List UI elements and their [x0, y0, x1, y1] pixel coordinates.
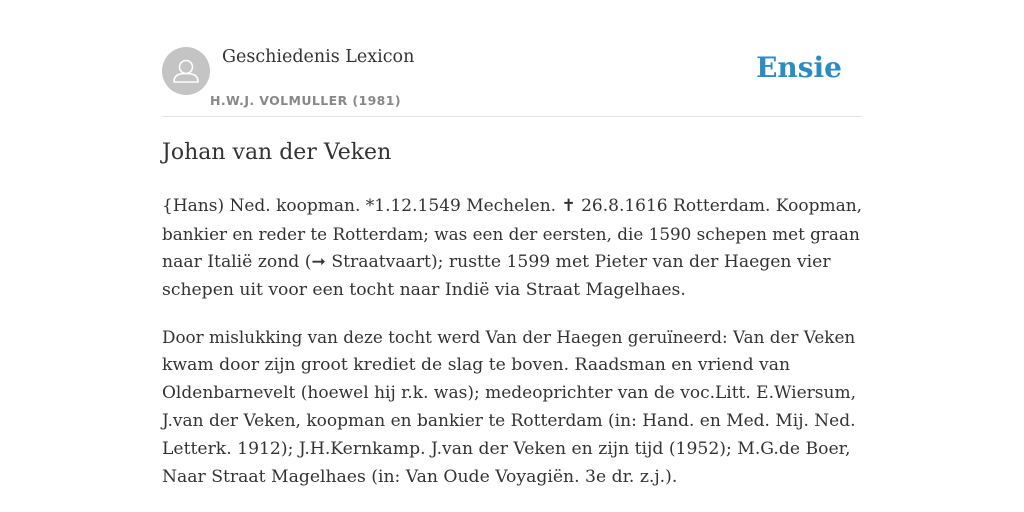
text-line: {Hans) Ned. koopman. *1.12.1549 Mechelen. ✝ 26.8.1616 Rotterdam. Koopman,	[162, 196, 863, 216]
text-line: Naar Straat Magelhaes (in: Van Oude Voyagiën. 3e dr. z.j.).	[162, 467, 678, 487]
text-line: bankier en reder te Rotterdam; was een der eersten, die 1590 schepen met graan	[162, 224, 860, 244]
paragraph	[162, 323, 862, 491]
paragraph	[162, 192, 862, 304]
site-logo[interactable]: Ensie	[756, 51, 842, 84]
text-line: kwam door zijn groot krediet de slag te boven. Raadsman en vriend van	[162, 355, 791, 375]
text-line: Oldenbarnevelt (hoewel hij r.k. was); medeoprichter van de voc.Litt. E.Wiersum,	[162, 383, 856, 403]
text-line: naar Italië zond (➞ Straatvaart); rustte 1599 met Pieter van der Haegen vier	[162, 252, 831, 272]
text-line: J.van der Veken, koopman en bankier te Rotterdam (in: Hand. en Med. Mij. Ned.	[162, 411, 856, 431]
article-title: Johan van der Veken	[162, 140, 392, 165]
user-icon	[162, 47, 210, 95]
text-line: Letterk. 1912); J.H.Kernkamp. J.van der Veken en zijn tijd (1952); M.G.de Boer,	[162, 439, 851, 459]
avatar[interactable]	[162, 47, 210, 95]
text-line: schepen uit voor een tocht naar Indië via Straat Magelhaes.	[162, 280, 686, 300]
article-body	[162, 192, 862, 510]
author-credit: H.W.J. VOLMULLER (1981)	[210, 93, 401, 108]
text-line: Door mislukking van deze tocht werd Van der Haegen geruïneerd: Van der Veken	[162, 327, 856, 347]
page-header	[162, 46, 862, 117]
source-title[interactable]: Geschiedenis Lexicon	[222, 47, 415, 67]
